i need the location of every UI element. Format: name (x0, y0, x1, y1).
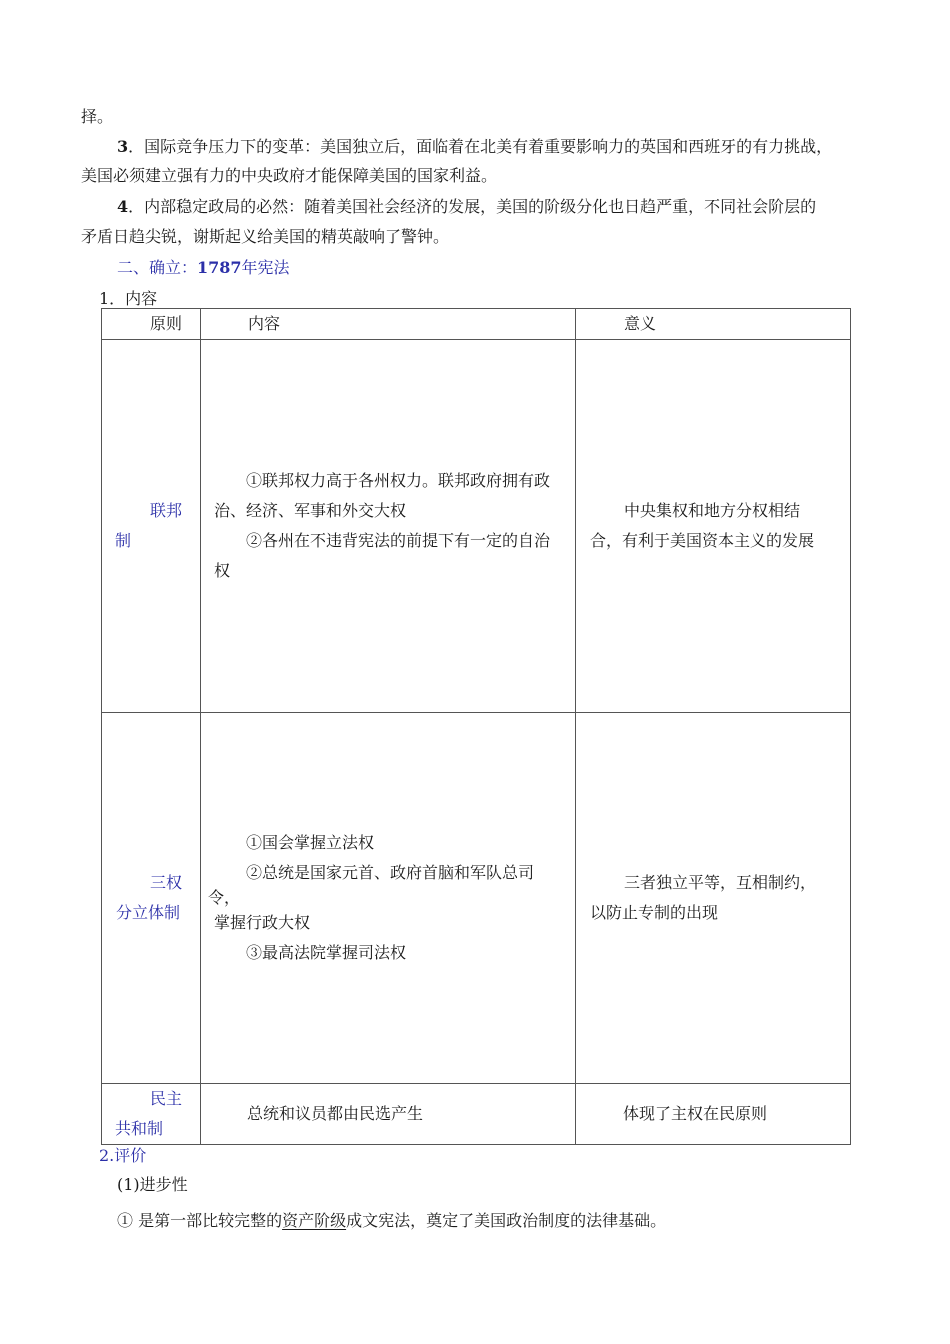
table-header-row (102, 309, 851, 340)
paragraph-3-line-1: 3．国际竞争压力下的变革：美国独立后，面临着在北美有着重要影响力的英国和西班牙的有力挑战， (117, 137, 833, 156)
table-row (102, 1084, 851, 1145)
principle-cell: 联邦 制 (102, 340, 201, 713)
section-heading: 二、确立：1787年宪法 (117, 258, 290, 277)
table-row (102, 713, 851, 1084)
progressiveness-subheading: (1)进步性 (117, 1175, 188, 1194)
subsection-content-label: 1．内容 (99, 289, 158, 308)
principle-cell: 三权 分立体制 (102, 713, 201, 1084)
text-line: 择。 (81, 107, 114, 126)
principle-cell: 民主 共和制 (102, 1084, 201, 1145)
paragraph-3-line-2: 美国必须建立强有力的中央政府才能保障美国的国家利益。 (81, 166, 498, 185)
paragraph-3-number: 3 (117, 137, 129, 156)
evaluation-item-1: ① 是第一部比较完整的资产阶级成文宪法，奠定了美国政治制度的法律基础。 (117, 1211, 667, 1230)
constitution-principles-table (101, 308, 851, 1145)
content-cell: ①联邦权力高于各州权力。联邦政府拥有政 治、经济、军事和外交大权 ②各州在不违背宪法的前提下有一定的自治 权 (201, 340, 576, 713)
header-cell: 意义 (576, 309, 851, 340)
header-cell: 原则 (102, 309, 201, 340)
content-cell: 总统和议员都由民选产生 (201, 1084, 576, 1145)
paragraph-4-line-1: 4．内部稳定政局的必然：随着美国社会经济的发展，美国的阶级分化也日趋严重，不同社会阶层的 (117, 197, 817, 216)
underlined-term: 资产阶级 (282, 1211, 347, 1230)
meaning-cell: 中央集权和地方分权相结 合，有利于美国资本主义的发展 (576, 340, 851, 713)
meaning-cell: 三者独立平等，互相制约， 以防止专制的出现 (576, 713, 851, 1084)
content-cell: ①国会掌握立法权 ②总统是国家元首、政府首脑和军队总司 令， 掌握行政大权 ③最高法院掌握司法权 (201, 713, 576, 1084)
paragraph-4-line-2: 矛盾日趋尖锐，谢斯起义给美国的精英敲响了警钟。 (81, 227, 450, 246)
meaning-cell: 体现了主权在民原则 (576, 1084, 851, 1145)
table-row (102, 340, 851, 713)
evaluation-heading: 2.评价 (99, 1146, 147, 1165)
paragraph-4-number: 4 (117, 197, 129, 216)
header-cell: 内容 (201, 309, 576, 340)
